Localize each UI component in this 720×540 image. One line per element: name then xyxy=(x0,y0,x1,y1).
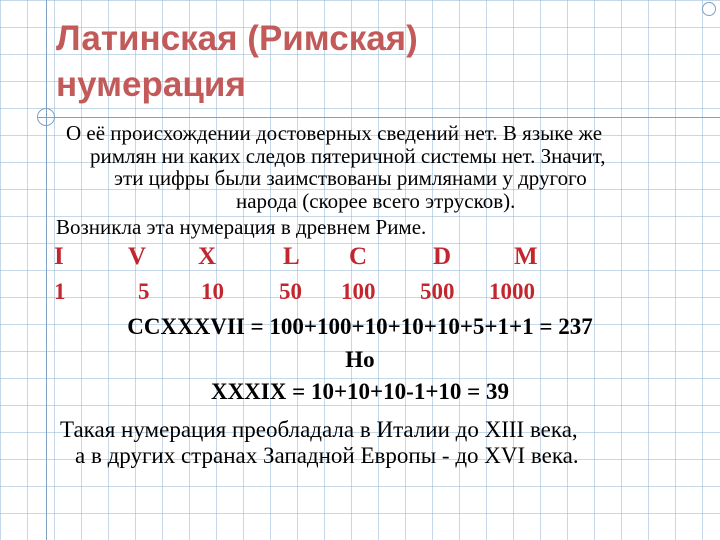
numeral-I: I xyxy=(54,243,64,270)
paragraph-1-line-1: О её происхождении достоверных сведений нет. В языке же xyxy=(66,121,603,145)
value-100: 100 xyxy=(341,279,376,304)
title-line-1: Латинская (Римская) xyxy=(56,19,418,58)
numeral-X: X xyxy=(198,243,217,270)
vertical-guide-line xyxy=(46,0,47,540)
paragraph-1-line-2: римлян ни каких следов пятеричной системы нет. Значит, xyxy=(90,144,606,168)
example-1: CCXXXVII = 100+100+10+10+10+5+1+1 = 237 xyxy=(127,314,593,339)
title-line-2: нумерация xyxy=(56,65,246,104)
value-1: 1 xyxy=(54,279,66,304)
paragraph-3-line-2: а в других странах Западной Европы - до XVI века. xyxy=(75,443,579,468)
numeral-L: L xyxy=(283,243,300,270)
guide-circle-icon xyxy=(37,108,55,126)
corner-circle-icon xyxy=(702,2,716,16)
paragraph-2: Возникла эта нумерация в древнем Риме. xyxy=(56,215,427,239)
value-500: 500 xyxy=(420,279,455,304)
paragraph-1-line-3: эти цифры были заимствованы римлянами у другого xyxy=(114,166,587,190)
paragraph-1-line-4: народа (скорее всего этрусков). xyxy=(236,189,516,213)
value-50: 50 xyxy=(279,279,302,304)
value-1000: 1000 xyxy=(489,279,535,304)
but-word: Но xyxy=(345,347,375,372)
example-2: XXXIX = 10+10+10-1+10 = 39 xyxy=(210,379,510,404)
numeral-M: M xyxy=(514,243,538,270)
numeral-D: D xyxy=(433,243,452,270)
slide-title xyxy=(56,16,656,108)
numeral-C: C xyxy=(349,243,368,270)
paragraph-3-line-1: Такая нумерация преобладала в Италии до XIII века, xyxy=(60,417,578,442)
value-5: 5 xyxy=(138,279,150,304)
horizontal-guide-line xyxy=(38,117,720,118)
numeral-V: V xyxy=(128,243,147,270)
value-10: 10 xyxy=(201,279,224,304)
